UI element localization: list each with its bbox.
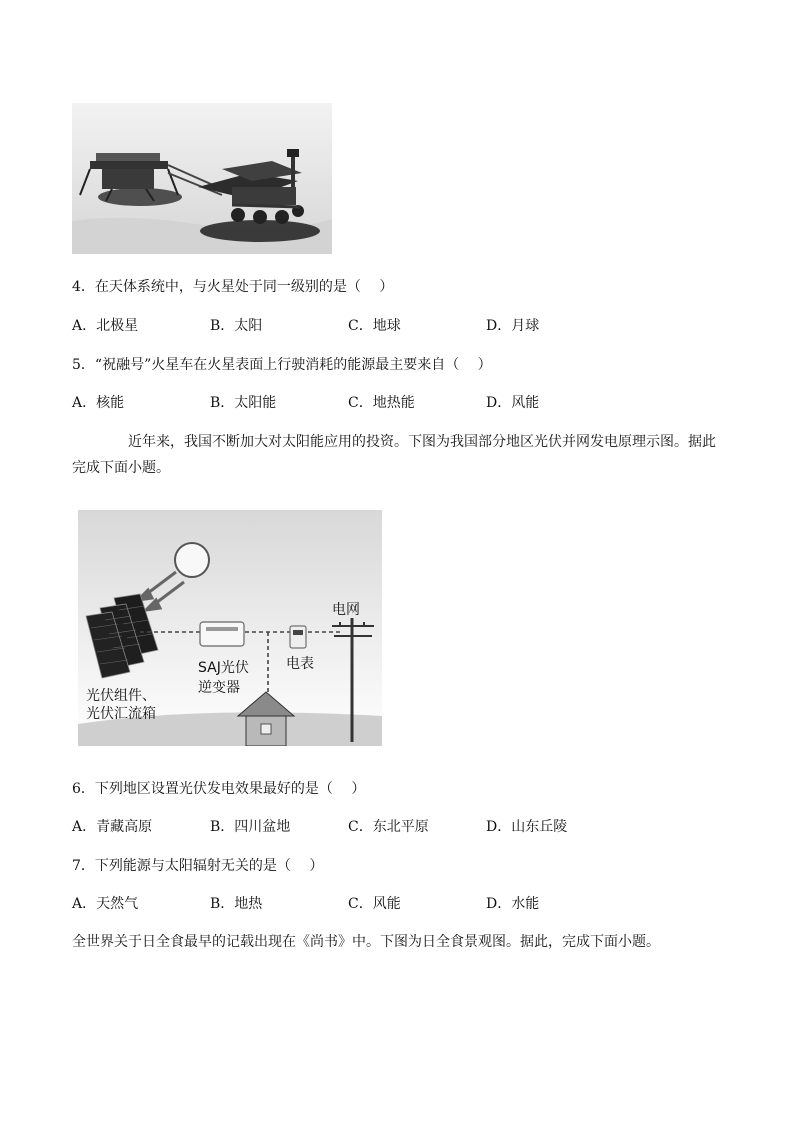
panel-label-line-1: 光伏组件、 bbox=[86, 688, 156, 704]
question-7-option-b: B．地热 bbox=[210, 896, 263, 912]
intro-paragraph-line-2: 完成下面小题。 bbox=[72, 460, 170, 476]
panel-label-line-2: 光伏汇流箱 bbox=[86, 706, 156, 722]
mars-rover-illustration bbox=[72, 103, 332, 254]
intro-eclipse-paragraph: 全世界关于日全食最早的记载出现在《尚书》中。下图为日全食景观图。据此，完成下面小题。 bbox=[72, 934, 660, 950]
question-5-option-d: D．风能 bbox=[486, 395, 540, 411]
question-6-option-c: C．东北平原 bbox=[348, 819, 429, 835]
question-4-option-b: B．太阳 bbox=[210, 318, 263, 334]
question-4-option-a: A．北极星 bbox=[72, 318, 139, 334]
grid-label: 电网 bbox=[332, 602, 360, 618]
question-7-option-c: C．风能 bbox=[348, 896, 401, 912]
meter-label: 电表 bbox=[286, 656, 314, 672]
question-5-stem: 5．“祝融号”火星车在火星表面上行驶消耗的能源最主要来自（ ） bbox=[72, 357, 492, 373]
question-4-option-d: D．月球 bbox=[486, 318, 540, 334]
question-6-option-d: D．山东丘陵 bbox=[486, 819, 568, 835]
sun-icon bbox=[175, 543, 209, 577]
question-7-option-d: D．水能 bbox=[486, 896, 540, 912]
mars-rover-photo bbox=[72, 103, 332, 254]
question-7-option-a: A．天然气 bbox=[72, 896, 139, 912]
photovoltaic-illustration bbox=[78, 510, 382, 746]
question-4-stem: 4．在天体系统中，与火星处于同一级别的是（ ） bbox=[72, 279, 394, 295]
inverter-label-line-1: SAJ光伏 bbox=[198, 660, 249, 676]
electric-meter-icon bbox=[290, 626, 306, 648]
question-4-option-c: C．地球 bbox=[348, 318, 401, 334]
intro-paragraph-line-1: 近年来，我国不断加大对太阳能应用的投资。下图为我国部分地区光伏并网发电原理示图。据此 bbox=[128, 434, 716, 450]
question-6-option-a: A．青藏高原 bbox=[72, 819, 153, 835]
question-6-stem: 6．下列地区设置光伏发电效果最好的是（ ） bbox=[72, 781, 366, 797]
inverter-label-line-2: 逆变器 bbox=[198, 680, 240, 696]
question-5-option-b: B．太阳能 bbox=[210, 395, 277, 411]
question-5-option-a: A．核能 bbox=[72, 395, 125, 411]
inverter-icon bbox=[200, 622, 244, 646]
question-7-stem: 7．下列能源与太阳辐射无关的是（ ） bbox=[72, 858, 324, 874]
question-5-option-c: C．地热能 bbox=[348, 395, 415, 411]
question-6-option-b: B．四川盆地 bbox=[210, 819, 291, 835]
photovoltaic-grid-diagram bbox=[78, 510, 382, 746]
